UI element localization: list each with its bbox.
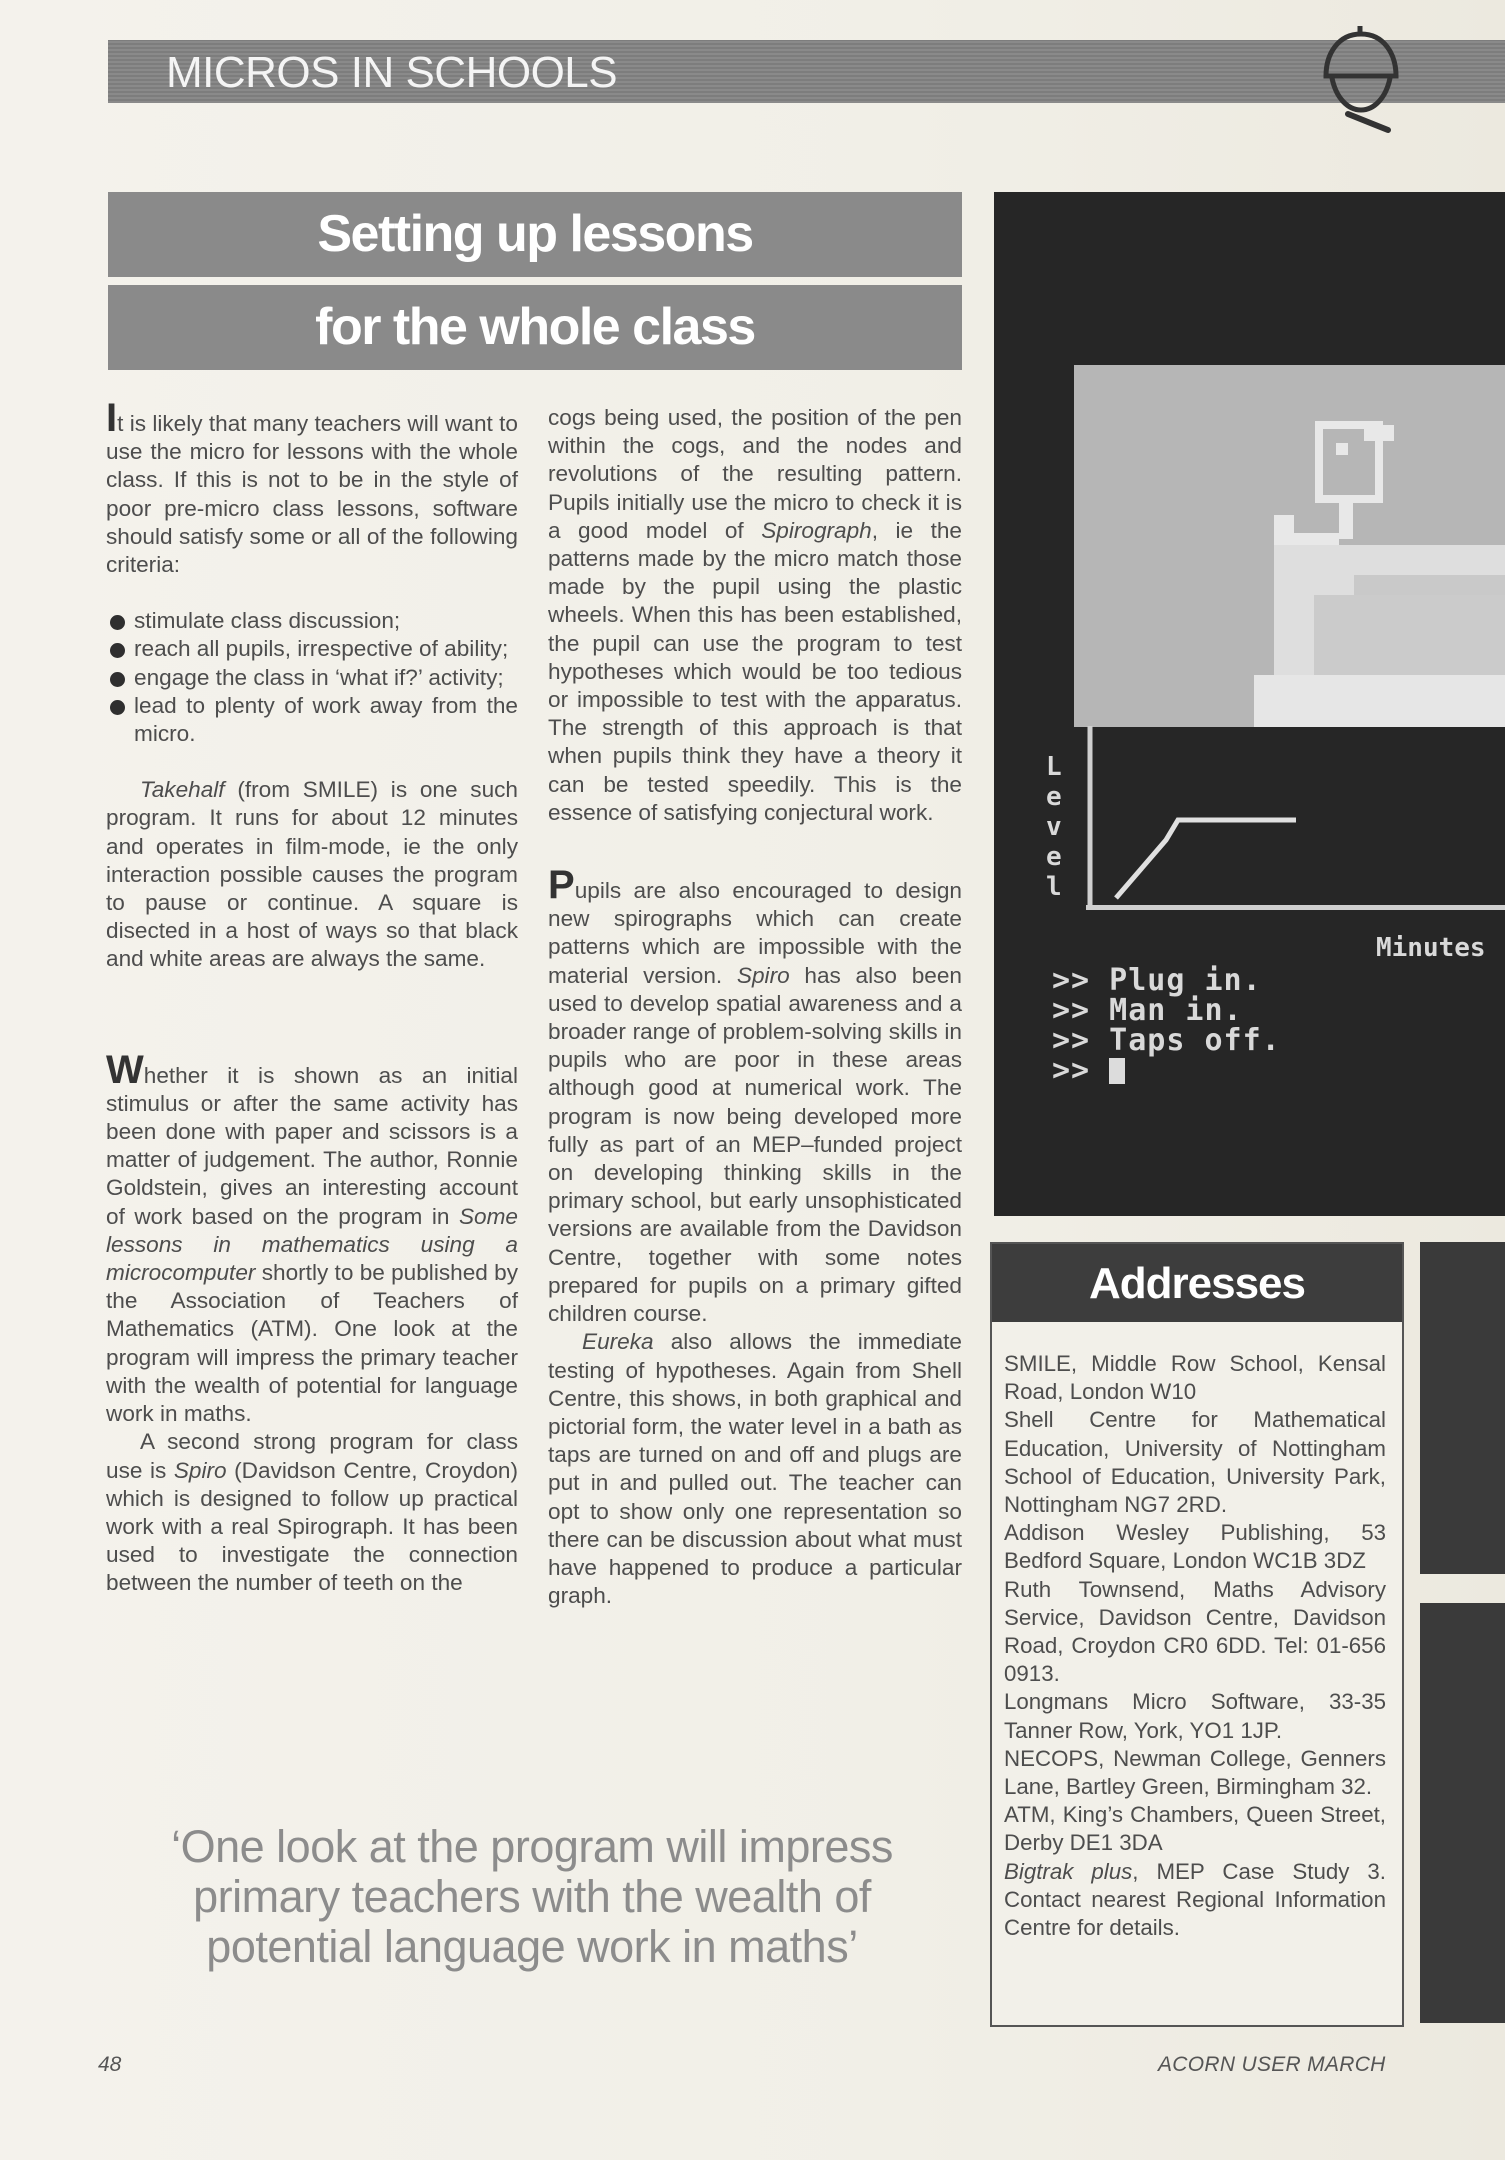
axis-letter: v	[1046, 812, 1062, 842]
paragraph-takehalf	[106, 776, 518, 973]
paragraph-text: also allows the immediate testing of hypotheses. Again from Shell Centre, this shows, in both graphical and pictorial form, the water level in a bath as taps are turned on and off and plugs are put in and pulled out. The teacher can opt to show only one representation so there can be discussion about what must have happened to produce a particular graph.	[548, 1329, 962, 1609]
level-graph	[1086, 720, 1326, 910]
bath-figure-graphic	[1074, 365, 1505, 727]
prompt-line: >> Plug in.	[1052, 963, 1262, 998]
paragraph-intro	[106, 396, 518, 579]
drop-cap: W	[106, 1047, 144, 1092]
prompt-line: >> Man in.	[1052, 993, 1243, 1028]
bullet-icon	[110, 615, 125, 630]
headline-line-1: Setting up lessons	[108, 192, 962, 277]
axis-letter: l	[1046, 872, 1062, 902]
address-entry: NECOPS, Newman College, Genners Lane, Bartley Green, Birmingham 32.	[1004, 1745, 1386, 1800]
x-axis-label: Minutes	[1376, 933, 1486, 963]
running-title: ACORN USER MARCH	[1158, 2053, 1386, 2076]
list-item-text: lead to plenty of work away from the micro.	[134, 692, 518, 747]
paragraph-text: A second strong program for class use is	[106, 1429, 518, 1483]
address-entry: ATM, King’s Chambers, Queen Street, Derby DE1 3DA	[1004, 1802, 1386, 1856]
paragraph-pupils	[548, 863, 962, 1328]
photo-strip	[1420, 1603, 1505, 2023]
case-study-title: Bigtrak plus	[1004, 1858, 1133, 1884]
drop-cap: I	[106, 396, 118, 440]
cursor-icon	[1109, 1058, 1125, 1084]
graph-x-axis	[1086, 905, 1505, 910]
paragraph-text: (Davidson Centre, Croydon) which is designed to follow up practical work with a real Spirograph. It has been used to investigate the connection between the number of teeth on the	[106, 1457, 518, 1596]
drop-cap: P	[548, 863, 575, 908]
paragraph-whether	[106, 1047, 518, 1429]
paragraph-text: t is likely that many teachers will want to use the micro for lessons with the whole class. If this is not to be in the style of poor pre-micro class lessons, software should satisfy some or all of the following criteria:	[106, 411, 518, 578]
article-column-2	[548, 404, 962, 1610]
list-item	[106, 692, 518, 748]
axis-letter: e	[1046, 842, 1062, 872]
address-text: , MEP Case Study 3. Contact nearest Regional Information Centre for details.	[1004, 1858, 1386, 1941]
section-title: MICROS IN SCHOOLS	[166, 48, 618, 97]
prompt-line: >> Taps off.	[1052, 1023, 1281, 1058]
paragraph-text: (from SMILE) is one such program. It runs for about 12 minutes and operates in film-mode, ie the only interaction possible causes the program to pause or continue. A square is disected in a host of ways so that black and white areas are always the same.	[106, 777, 518, 972]
article-column-1	[106, 396, 518, 1598]
bullet-icon	[110, 700, 125, 715]
addresses-heading: Addresses	[992, 1244, 1402, 1322]
list-item	[106, 635, 518, 663]
address-entry	[1004, 1858, 1386, 1943]
product-title: Spirograph	[761, 517, 872, 543]
pull-quote: ‘One look at the program will impress primary teachers with the wealth of potential language work in maths’	[171, 1821, 893, 1972]
paragraph-text: upils are also encouraged to design new spirographs which can create patterns which are impossible with the material version.	[548, 878, 962, 988]
bullet-icon	[110, 643, 125, 658]
bullet-icon	[110, 672, 125, 687]
list-item-text: stimulate class discussion;	[134, 608, 401, 634]
paragraph-text: has also been used to develop spatial awareness and a broader range of problem-solving skills in pupils who are poor in these areas although good at numerical work. The program is now being developed more fully as part of an MEP–funded project on developing thinking skills in the primary school, but early unsophisticated versions are available from the Davidson Centre, together with some notes prepared for pupils on a primary gifted children course.	[548, 962, 962, 1327]
address-entry: Longmans Micro Software, 33-35 Tanner Row, York, YO1 1JP.	[1004, 1689, 1386, 1743]
paragraph-spiro	[106, 1428, 518, 1597]
acorn-logo-icon	[1318, 26, 1404, 136]
program-title: Spiro	[736, 962, 790, 988]
list-item	[106, 664, 518, 692]
paragraph-text: cogs being used, the position of the pen within the cogs, and the nodes and revolutions of the resulting pattern. Pupils initially use the micro to check it is a good model of	[548, 405, 962, 543]
addresses-list	[1004, 1350, 1386, 1942]
paragraph-text: hether it is shown as an initial stimulus or after the same activity has been done with paper and scissors is a matter of judgement. The author, Ronnie Goldstein, gives an interesting account of work based on the program in	[106, 1062, 518, 1229]
axis-letter: e	[1046, 782, 1062, 812]
prompt-text: >>	[1052, 1053, 1110, 1088]
address-entry: SMILE, Middle Row School, Kensal Road, London W10	[1004, 1351, 1386, 1405]
program-title: Eureka	[582, 1329, 654, 1355]
page-number: 48	[98, 2053, 122, 2076]
address-entry: Addison Wesley Publishing, 53 Bedford Square, London WC1B 3DZ	[1004, 1520, 1386, 1574]
address-entry: Shell Centre for Mathematical Education, University of Nottingham School of Education, University Park, Nottingham NG7 2RD.	[1004, 1407, 1386, 1518]
axis-letter: L	[1046, 752, 1062, 782]
program-title: Spiro	[173, 1457, 227, 1483]
list-item-text: engage the class in ‘what if?’ activity;	[134, 664, 504, 690]
paragraph-eureka	[548, 1328, 962, 1610]
list-item-text: reach all pupils, irrespective of ability;	[134, 636, 509, 662]
paragraph-text: shortly to be published by the Association of Teachers of Mathematics (ATM). One look at the program will impress the primary teacher with the wealth of potential for language work in maths.	[106, 1260, 518, 1427]
paragraph-text: , ie the patterns made by the micro match those made by the pupil using the plastic wheels. When this has been established, the pupil can use the program to test hypotheses which would be too tedious or impossible to test with the apparatus. The strength of this approach is that when pupils think they have a theory it can be tested speedily. This is the essence of satisfying conjectural work.	[548, 517, 962, 825]
program-title: Takehalf	[140, 777, 225, 803]
bath-picture	[1074, 365, 1505, 727]
prompt-line-cursor	[1052, 1053, 1125, 1088]
list-item	[106, 607, 518, 635]
paragraph-cogs	[548, 404, 962, 827]
address-entry: Ruth Townsend, Maths Advisory Service, Davidson Centre, Davidson Road, Croydon CR0 6DD. Tel: 01-656 0913.	[1004, 1576, 1386, 1687]
photo-strip	[1420, 1242, 1505, 1574]
headline-line-2: for the whole class	[108, 285, 962, 370]
criteria-list	[106, 607, 518, 748]
book-title: Some lessons in mathematics using a microcomputer	[106, 1203, 518, 1286]
